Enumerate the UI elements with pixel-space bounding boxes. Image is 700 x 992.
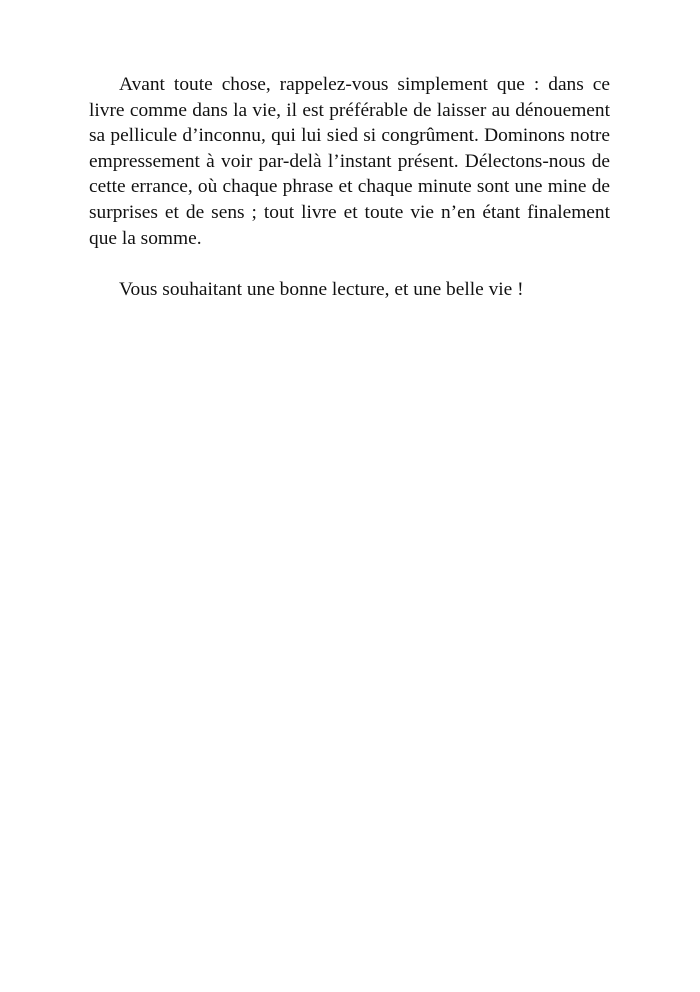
paragraph-intro: Avant toute chose, rappelez-vous simplement que : dans ce livre comme dans la vie, il est préférable de laisser au dénouement sa pellicule d’inconnu, qui lui sied si congrûment. Dominons notre empressement à voir par-delà l’instant présent. Délectons-nous de cette errance, où chaque phrase et chaque minute sont une mine de surprises et de sens ; tout livre et toute vie n’en étant finalement que la somme. [89,74,610,249]
paragraph-closing: Vous souhaitant une bonne lecture, et une belle vie ! [119,278,524,300]
text-body [89,72,610,302]
